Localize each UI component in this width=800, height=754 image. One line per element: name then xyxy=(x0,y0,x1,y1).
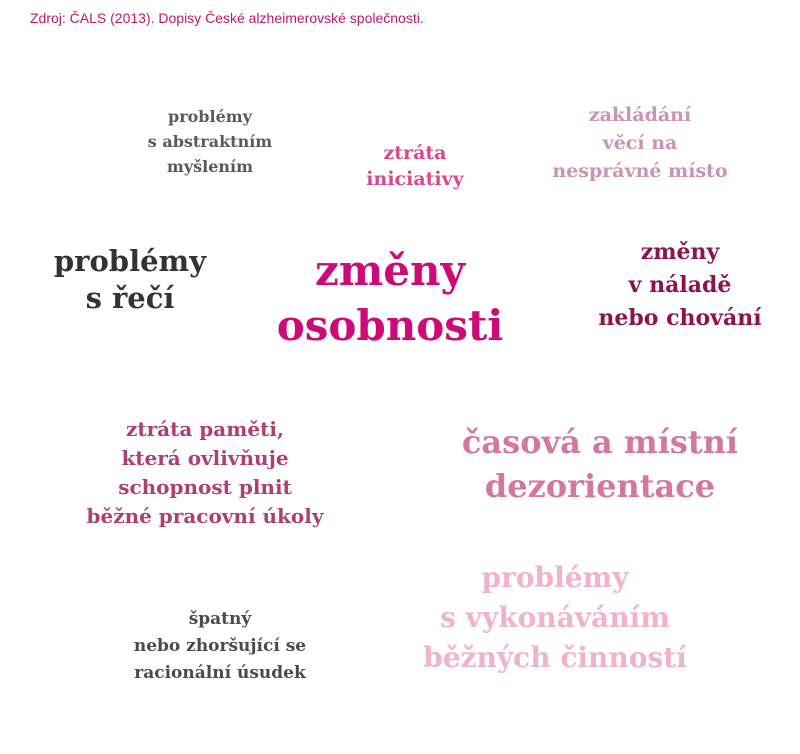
term-abstract-thinking: problémy s abstraktním myšlením xyxy=(147,107,273,176)
source-citation: Zdroj: ČALS (2013). Dopisy České alzheimerovské společnosti. xyxy=(30,10,424,26)
term-memory-loss: ztráta paměti, která ovlivňuje schopnost plnit běžné pracovní úkoly xyxy=(86,417,324,528)
term-personality-changes: změny osobnosti xyxy=(276,246,504,350)
term-loss-of-initiative: ztráta iniciativy xyxy=(366,142,464,190)
term-speech-problems: problémy s řečí xyxy=(53,244,207,315)
term-disorientation: časová a místní dezorientace xyxy=(461,423,739,505)
term-misplacing-things: zakládání věcí na nesprávné místo xyxy=(552,104,728,182)
term-poor-judgement: špatný nebo zhoršující se racionální úsudek xyxy=(133,609,307,683)
term-everyday-tasks: problémy s vykonáváním běžných činností xyxy=(423,561,687,674)
term-mood-changes: změny v náladě nebo chování xyxy=(598,239,762,331)
